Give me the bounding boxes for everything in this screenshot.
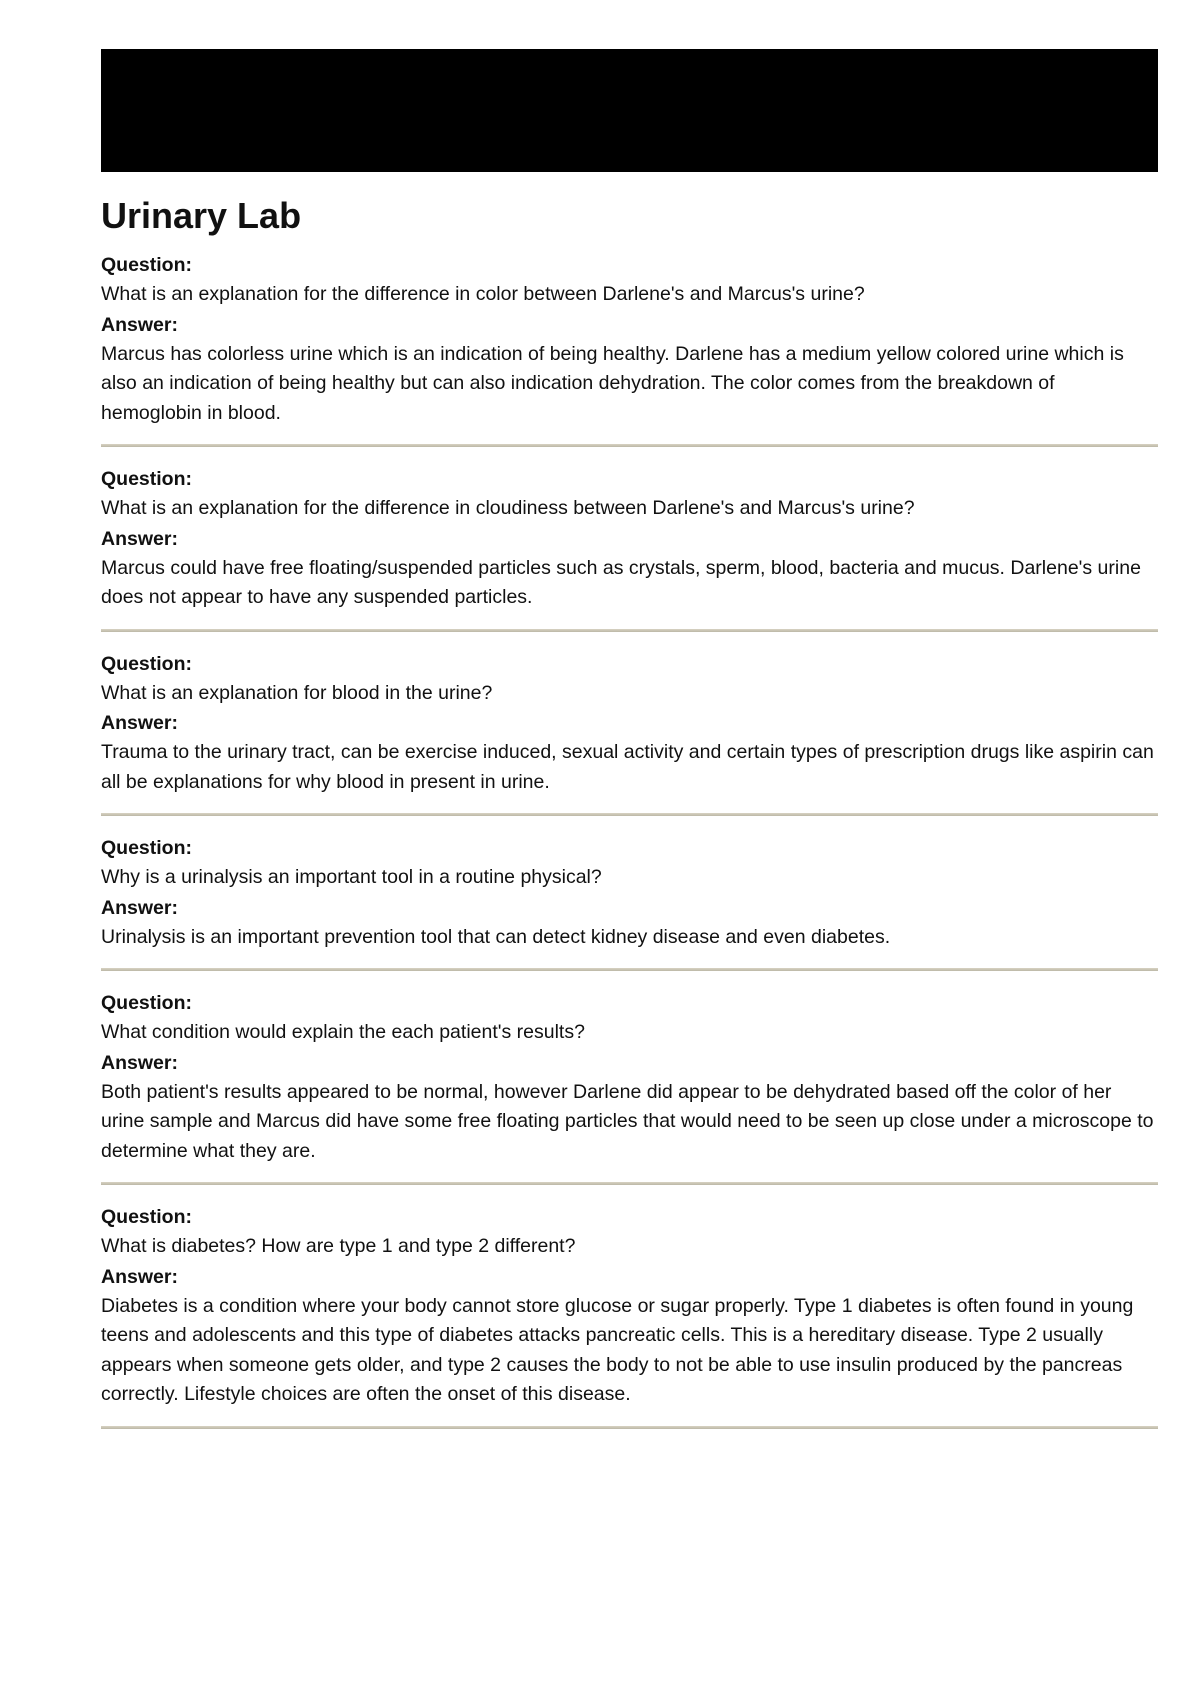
page-title: Urinary Lab bbox=[101, 195, 302, 236]
answer-label: Answer: bbox=[101, 896, 178, 919]
divider bbox=[101, 813, 1158, 816]
header-banner bbox=[101, 49, 1158, 172]
question-text: What condition would explain the each patient's results? bbox=[101, 1021, 585, 1043]
divider bbox=[101, 1182, 1158, 1185]
question-text: What is an explanation for the difference in cloudiness between Darlene's and Marcus's urine? bbox=[101, 497, 915, 519]
question-label: Question: bbox=[101, 1206, 192, 1228]
qa-item bbox=[101, 464, 1158, 613]
answer-label: Answer: bbox=[101, 313, 178, 336]
answer-label: Answer: bbox=[101, 1265, 178, 1288]
divider bbox=[101, 968, 1158, 971]
question-text: What is an explanation for blood in the urine? bbox=[101, 681, 493, 704]
answer-label: Answer: bbox=[101, 1051, 178, 1074]
qa-item bbox=[101, 988, 1158, 1166]
question-text: What is an explanation for the difference in color between Darlene's and Marcus's urine? bbox=[101, 283, 865, 305]
question-text: Why is a urinalysis an important tool in a routine physical? bbox=[101, 866, 602, 888]
question-label: Question: bbox=[101, 837, 192, 859]
divider bbox=[101, 1426, 1158, 1429]
question-label: Question: bbox=[101, 992, 192, 1014]
divider bbox=[101, 444, 1158, 447]
qa-list bbox=[101, 250, 1158, 1429]
document-page bbox=[101, 49, 1158, 1446]
answer-label: Answer: bbox=[101, 527, 178, 550]
question-text: What is diabetes? How are type 1 and type 2 different? bbox=[101, 1235, 576, 1257]
question-label: Question: bbox=[101, 468, 192, 490]
qa-item bbox=[101, 649, 1158, 798]
answer-text: Trauma to the urinary tract, can be exercise induced, sexual activity and certain types of prescription drugs like aspirin can all be explanations for why blood in present in urine. bbox=[101, 741, 1154, 793]
qa-item bbox=[101, 1202, 1158, 1410]
answer-text: Both patient's results appeared to be normal, however Darlene did appear to be dehydrated based off the color of her urine sample and Marcus did have some free floating particles that would need to be seen up close under a microscope to determine what they are. bbox=[101, 1080, 1154, 1162]
divider bbox=[101, 629, 1158, 632]
qa-item bbox=[101, 250, 1158, 428]
qa-item bbox=[101, 833, 1158, 952]
question-label: Question: bbox=[101, 254, 192, 276]
answer-text: Marcus could have free floating/suspended particles such as crystals, sperm, blood, bacteria and mucus. Darlene's urine does not appear to have any suspended particles. bbox=[101, 556, 1141, 608]
answer-text: Diabetes is a condition where your body cannot store glucose or sugar properly. Type 1 diabetes is often found in young teens and adolescents and this type of diabetes attacks pancreatic cells. This is a hereditary disease. Type 2 usually appears when someone gets older, and type 2 causes the body to not be able to use insulin produced by the pancreas correctly. Lifestyle choices are often the onset of this disease. bbox=[101, 1294, 1134, 1405]
answer-text: Marcus has colorless urine which is an indication of being healthy. Darlene has a medium yellow colored urine which is also an indication of being healthy but can also indication dehydration. The color comes from the breakdown of hemoglobin in blood. bbox=[101, 342, 1124, 424]
answer-label: Answer: bbox=[101, 712, 178, 734]
question-label: Question: bbox=[101, 652, 192, 675]
answer-text: Urinalysis is an important prevention tool that can detect kidney disease and even diabetes. bbox=[101, 925, 891, 948]
